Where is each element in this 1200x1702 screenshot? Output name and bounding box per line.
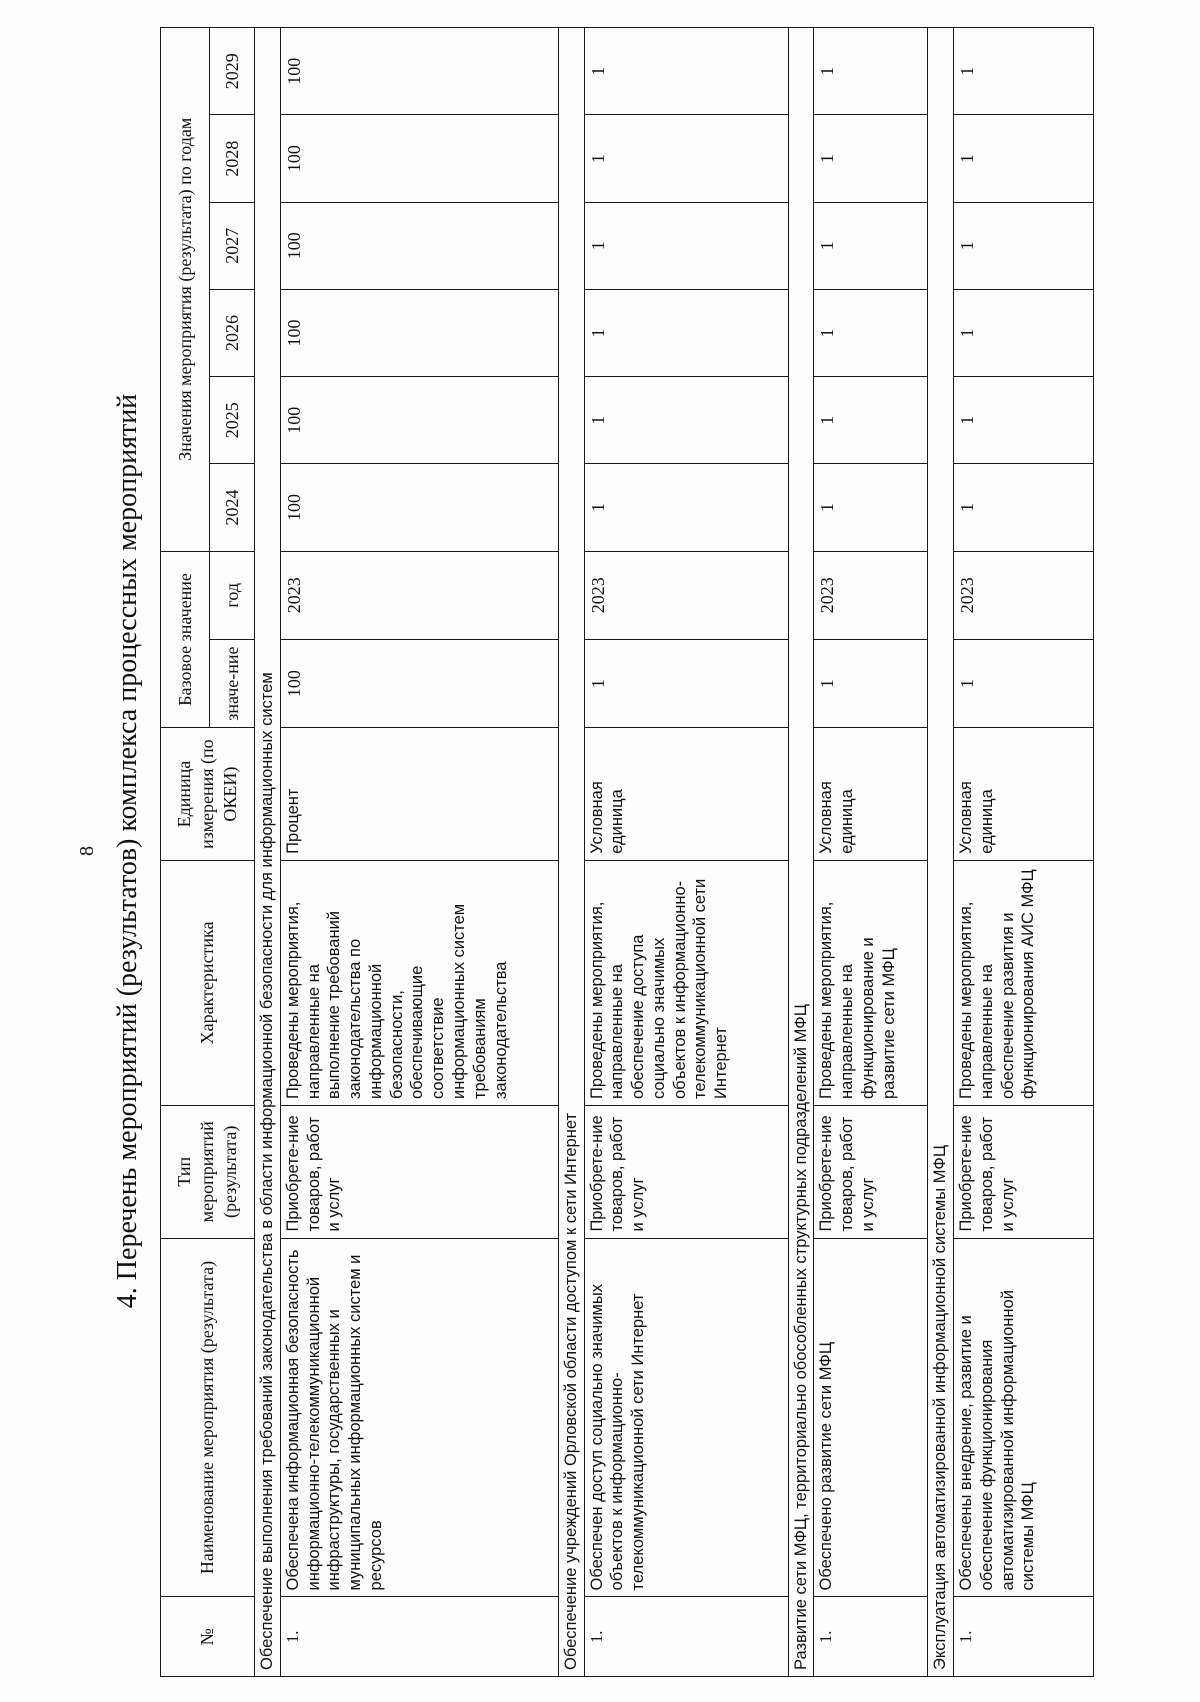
- section-row: [928, 28, 954, 1677]
- row-value-2025: 1: [584, 377, 788, 464]
- row-value-2026: 1: [584, 289, 788, 376]
- row-value-2024: 1: [814, 464, 928, 551]
- row-value-2025: 1: [814, 377, 928, 464]
- header-year-2029: 2029: [210, 28, 255, 115]
- row-value-2029: 100: [280, 28, 558, 115]
- row-type: Приобрете-ние товаров, работ и услуг: [584, 1106, 788, 1239]
- row-value-2026: 1: [814, 289, 928, 376]
- section-title: Эксплуатация автоматизированной информационной системы МФЦ: [928, 28, 954, 1677]
- row-value-2027: 1: [954, 202, 1094, 289]
- header-values-by-year: Значения мероприятия (результата) по годам: [161, 28, 210, 552]
- row-number: 1.: [584, 1597, 788, 1677]
- row-name: Обеспечено развитие сети МФЦ: [814, 1238, 928, 1597]
- table-row: [584, 28, 788, 1677]
- header-year-2024: 2024: [210, 464, 255, 551]
- row-value-2028: 1: [954, 115, 1094, 202]
- page-number: 8: [76, 846, 98, 856]
- row-number: 1.: [814, 1597, 928, 1677]
- header-year-2027: 2027: [210, 202, 255, 289]
- row-characteristic: Проведены мероприятия, направленные на выполнение требований законодательства по информационной безопасности, обеспечивающие соответствие информационных систем требованиям законодательства: [280, 860, 558, 1105]
- row-value-2029: 1: [814, 28, 928, 115]
- header-year-2025: 2025: [210, 377, 255, 464]
- row-base-value: 1: [954, 639, 1094, 727]
- header-base-value: значе-ние: [210, 639, 255, 727]
- section-row: [255, 28, 281, 1677]
- activities-table: [160, 27, 1094, 1677]
- row-value-2026: 1: [954, 289, 1094, 376]
- row-value-2028: 1: [584, 115, 788, 202]
- row-value-2024: 100: [280, 464, 558, 551]
- header-name: Наименование мероприятия (результата): [161, 1238, 255, 1597]
- row-value-2028: 100: [280, 115, 558, 202]
- table-row: [280, 28, 558, 1677]
- row-base-value: 1: [584, 639, 788, 727]
- section-title: Обеспечение учреждений Орловской области доступом к сети Интернет: [558, 28, 584, 1677]
- row-value-2027: 100: [280, 202, 558, 289]
- header-base-year: год: [210, 551, 255, 639]
- header-year-2026: 2026: [210, 289, 255, 376]
- row-value-2025: 1: [954, 377, 1094, 464]
- row-base-value: 100: [280, 639, 558, 727]
- row-characteristic: Проведены мероприятия, направленные на обеспечение развития и функционирования АИС МФЦ: [954, 860, 1094, 1105]
- row-value-2028: 1: [814, 115, 928, 202]
- section-row: [558, 28, 584, 1677]
- header-type: Тип мероприятий (результата): [161, 1106, 255, 1239]
- row-base-value: 1: [814, 639, 928, 727]
- row-unit: Условная единица: [584, 728, 788, 861]
- row-number: 1.: [954, 1597, 1094, 1677]
- row-unit: Условная единица: [954, 728, 1094, 861]
- section-title: Развитие сети МФЦ, территориально обособленных структурных подразделений МФЦ: [788, 28, 814, 1677]
- row-name: Обеспечена информационная безопасность информационно-телекоммуникационной инфраструктуры, государственных и муниципальных информационных систем и ресурсов: [280, 1238, 558, 1597]
- row-value-2025: 100: [280, 377, 558, 464]
- row-unit: Условная единица: [814, 728, 928, 861]
- row-characteristic: Проведены мероприятия, направленные на обеспечение доступа социально значимых объектов к информационно-телекоммуникационной сети Интернет: [584, 860, 788, 1105]
- row-value-2029: 1: [954, 28, 1094, 115]
- row-type: Приобрете-ние товаров, работ и услуг: [814, 1106, 928, 1239]
- row-name: Обеспечен доступ социально значимых объектов к информационно-телекоммуникационной сети Интернет: [584, 1238, 788, 1597]
- section-row: [788, 28, 814, 1677]
- row-base-year: 2023: [280, 551, 558, 639]
- row-base-year: 2023: [814, 551, 928, 639]
- table-row: [954, 28, 1094, 1677]
- row-value-2027: 1: [584, 202, 788, 289]
- row-value-2024: 1: [584, 464, 788, 551]
- row-type: Приобрете-ние товаров, работ и услуг: [954, 1106, 1094, 1239]
- header-no: №: [161, 1597, 255, 1677]
- document-title: 4. Перечень мероприятий (результатов) комплекса процессных мероприятий: [112, 393, 143, 1309]
- row-number: 1.: [280, 1597, 558, 1677]
- header-base: Базовое значение: [161, 551, 210, 728]
- section-title: Обеспечение выполнения требований законодательства в области информационной безопасности для информационных систем: [255, 28, 281, 1677]
- row-base-year: 2023: [584, 551, 788, 639]
- row-value-2024: 1: [954, 464, 1094, 551]
- header-year-2028: 2028: [210, 115, 255, 202]
- row-base-year: 2023: [954, 551, 1094, 639]
- row-value-2027: 1: [814, 202, 928, 289]
- row-unit: Процент: [280, 728, 558, 861]
- header-unit: Единица измерения (по ОКЕИ): [161, 728, 255, 861]
- row-value-2029: 1: [584, 28, 788, 115]
- table-header-row: [161, 28, 210, 1677]
- table-row: [814, 28, 928, 1677]
- header-characteristic: Характеристика: [161, 860, 255, 1105]
- row-characteristic: Проведены мероприятия, направленные на функционирование и развитие сети МФЦ: [814, 860, 928, 1105]
- row-value-2026: 100: [280, 289, 558, 376]
- row-name: Обеспечены внедрение, развитие и обеспечение функционирования автоматизированной информационной системы МФЦ: [954, 1238, 1094, 1597]
- row-type: Приобрете-ние товаров, работ и услуг: [280, 1106, 558, 1239]
